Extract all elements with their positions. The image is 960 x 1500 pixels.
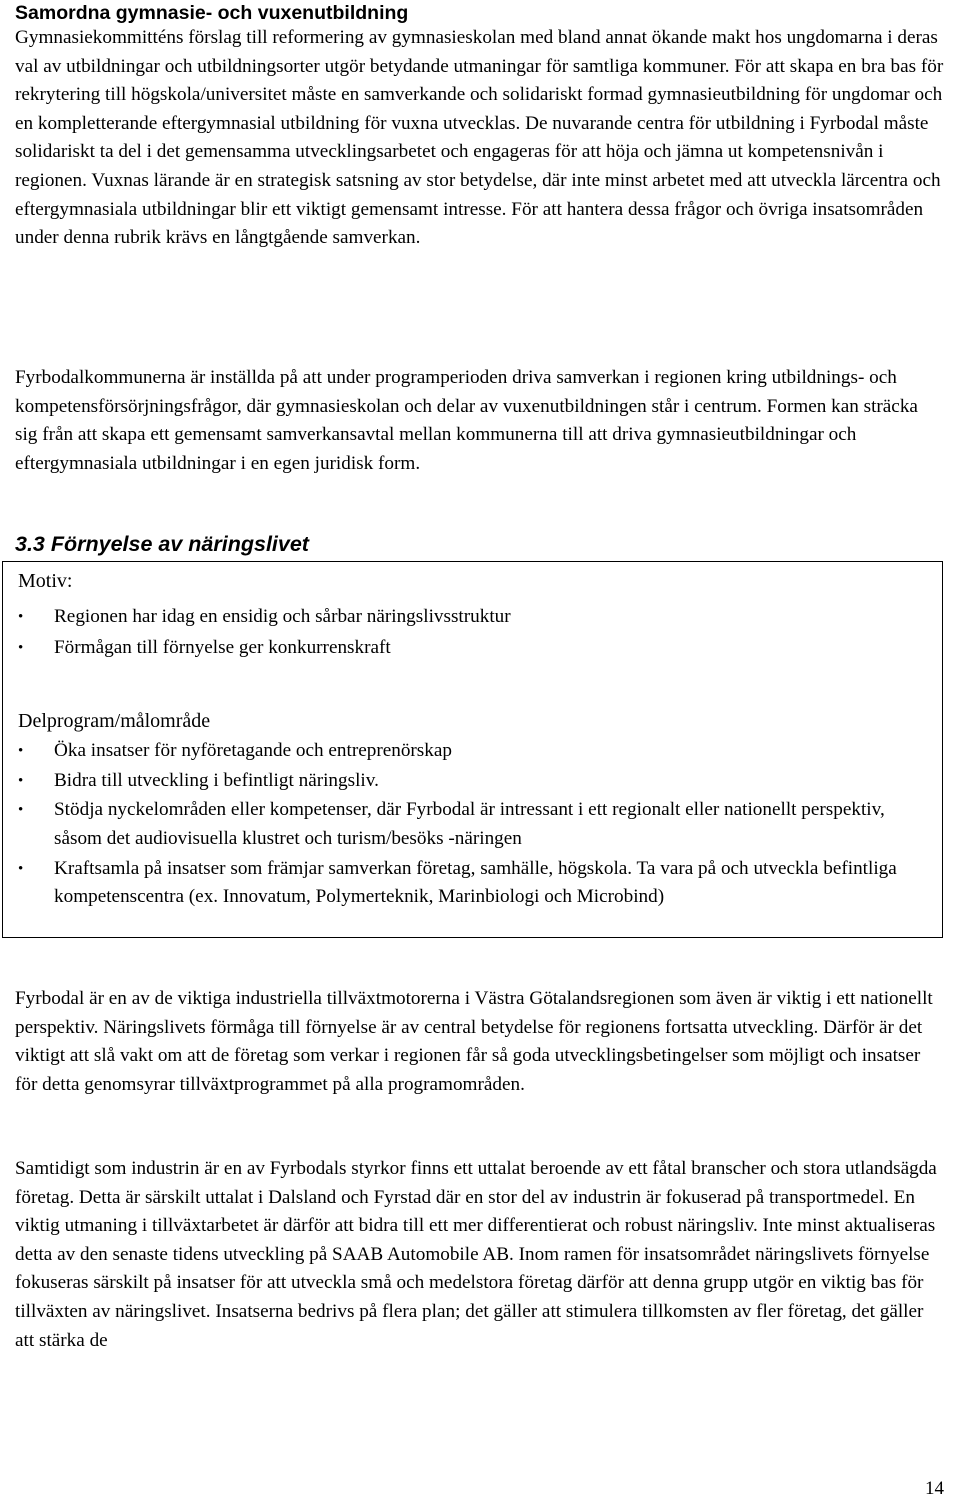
- motiv-list: [18, 603, 932, 662]
- delprogram-list: [18, 737, 932, 912]
- list-item: • Bidra till utveckling i befintligt näringsliv.: [18, 767, 932, 796]
- motiv-delprogram-box: [2, 561, 943, 938]
- paragraph-samtidigt: Samtidigt som industrin är en av Fyrbodals styrkor finns ett uttalat beroende av ett fåtal branscher och stora utlandsägda företag. Detta är särskilt uttalat i Dalsland och Fyrstad där en stor del av industrin är fokuserad på transportmedel. En viktig utmaning i tillväxtarbetet är därför att bidra till ett mer differentierat och robust näringsliv. Inte minst aktualiseras detta av den senaste tidens utveckling på SAAB Automobile AB. Inom ramen för insatsområdet näringslivets förnyelse fokuseras särskilt på insatser för att utveckla små och medelstora företag därför att denna grupp utgör en viktig bas för tillväxten av näringslivet. Insatserna bedrivs på flera plan; det gäller att stimulera tillkomsten av fler företag, det gäller att stärka de: [15, 1158, 937, 1351]
- paragraph-fyrbodal-industri: Fyrbodal är en av de viktiga industriella tillväxtmotorerna i Västra Götalandsregionen som även är viktig i ett nationellt perspektiv. Näringslivets förmåga till förnyelse är av central betydelse för regionens fortsatta utveckling. Därför är det viktigt att slå vakt om att de företag som verkar i regionen får så goda utvecklingsbetingelser som möjligt och insatser för detta genomsyrar tillväxtprogrammet på alla programområden.: [15, 988, 933, 1095]
- list-item: • Stödja nyckelområden eller kompetenser, där Fyrbodal är intressant i ett regionalt eller nationellt perspektiv, såsom det audiovisuella klustret och turism/besöks -näringen: [18, 796, 932, 853]
- bullet-icon: •: [18, 860, 24, 877]
- list-item: • Kraftsamla på insatser som främjar samverkan företag, samhälle, högskola. Ta vara på och utveckla befintliga kompetenscentra (ex. Innovatum, Polymerteknik, Marinbiologi och Microbind): [18, 855, 932, 912]
- bullet-icon: •: [18, 639, 24, 656]
- paragraph-gymnasie: Gymnasiekommitténs förslag till reformering av gymnasieskolan med bland annat ökande makt hos ungdomarna i deras val av utbildningar och utbildningsorter utgör betydande utmaningar för samtliga kommuner. För att skapa en bra bas för rekrytering till högskola/universitet måste en samverkande och solidariskt formad gymnasieutbildning för ungdomar och en kompletterande eftergymnasial utbildning för vuxna utvecklas. De nuvarande centra för utbildning i Fyrbodal måste solidariskt ta del i det gemensamma utvecklingsarbetet och engageras för att höja och jämna ut kompetensnivån i regionen. Vuxnas lärande är en strategisk satsning av stor betydelse, där inte minst arbetet med att utveckla lärcentra och eftergymnasiala utbildningar blir ett viktigt gemensamt intresse. För att hantera dessa frågor och övriga insatsområden under denna rubrik krävs en långtgående samverkan.: [15, 27, 944, 249]
- bullet-icon: •: [18, 802, 24, 819]
- list-item: • Förmågan till förnyelse ger konkurrenskraft: [18, 634, 932, 663]
- paragraph-fyrbodalkommunerna: Fyrbodalkommunerna är inställda på att under programperioden driva samverkan i regionen kring utbildnings- och kompetensförsörjningsfrågor, där gymnasieskolan och delar av vuxenutbildningen står i centrum. Formen kan sträcka sig från att skapa ett gemensamt samverkansavtal mellan kommunerna till att driva gymnasieutbildningar och eftergymnasiala utbildningar i en egen juridisk form.: [15, 367, 918, 474]
- bullet-icon: •: [18, 772, 24, 789]
- page-number: 14: [925, 1478, 944, 1499]
- section-heading-3-3: 3.3 Förnyelse av näringslivet: [15, 532, 309, 556]
- top-section: [15, 1, 945, 253]
- list-item: • Regionen har idag en ensidig och sårbar näringslivsstruktur: [18, 603, 932, 632]
- section-title-gymnasie: Samordna gymnasie- och vuxenutbildning: [15, 2, 409, 24]
- bullet-icon: •: [18, 609, 24, 625]
- motiv-label: Motiv:: [18, 570, 73, 592]
- bullet-icon: •: [18, 743, 24, 760]
- delprogram-label: Delprogram/målområde: [18, 710, 211, 733]
- list-item: • Öka insatser för nyföretagande och entreprenörskap: [18, 737, 932, 766]
